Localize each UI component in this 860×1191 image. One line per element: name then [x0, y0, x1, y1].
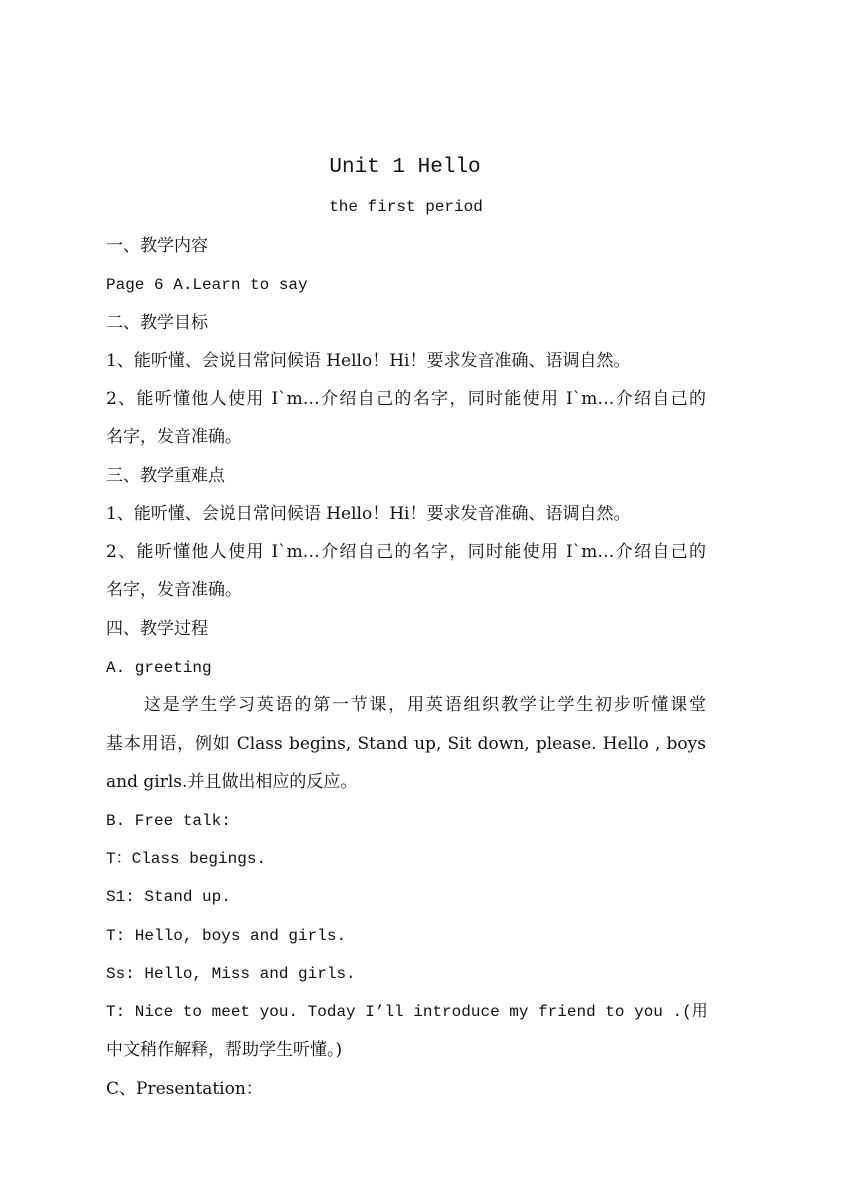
body-line: A. greeting [106, 659, 212, 677]
body-line: 2、能听懂他人使用 I`m…介绍自己的名字，同时能使用 I`m…介绍自己的 [106, 389, 706, 409]
dialogue-line: Ss: Hello, Miss and girls. [106, 965, 356, 983]
body-line: B. Free talk: [106, 812, 231, 830]
section-heading: 二、教学目标 [106, 313, 208, 333]
dialogue-line: T: Hello, boys and girls. [106, 927, 347, 945]
body-line: 名字，发音准确。 [106, 427, 242, 447]
body-line: Page 6 A.Learn to say [106, 276, 308, 294]
dialogue-line: S1: Stand up. [106, 888, 231, 906]
paragraph-line: 基本用语，例如 Class begins, Stand up, Sit down, please. Hello , boys [106, 734, 706, 754]
dialogue-line: T: Nice to meet you. Today I’ll introduce my friend to you .(用 [106, 1003, 708, 1021]
section-heading: 一、教学内容 [106, 236, 208, 256]
paragraph-line: and girls.并且做出相应的反应。 [106, 772, 358, 792]
section-heading: C、Presentation： [106, 1079, 263, 1099]
body-line: 名字，发音准确。 [106, 580, 242, 600]
body-line: 1、能听懂、会说日常问候语 Hello！Hi！要求发音准确、语调自然。 [106, 351, 631, 371]
document-subtitle: the first period [329, 198, 483, 216]
paragraph-line: 这是学生学习英语的第一节课，用英语组织教学让学生初步听懂课堂 [144, 695, 706, 715]
dialogue-line: T：Class begings. [106, 850, 267, 868]
body-line: 1、能听懂、会说日常问候语 Hello！Hi！要求发音准确、语调自然。 [106, 504, 631, 524]
dialogue-line: 中文稍作解释，帮助学生听懂。) [106, 1040, 343, 1060]
document-title: Unit 1 Hello [329, 156, 481, 179]
body-line: 2、能听懂他人使用 I`m…介绍自己的名字，同时能使用 I`m…介绍自己的 [106, 542, 706, 562]
section-heading: 四、教学过程 [106, 619, 208, 639]
section-heading: 三、教学重难点 [106, 466, 225, 486]
